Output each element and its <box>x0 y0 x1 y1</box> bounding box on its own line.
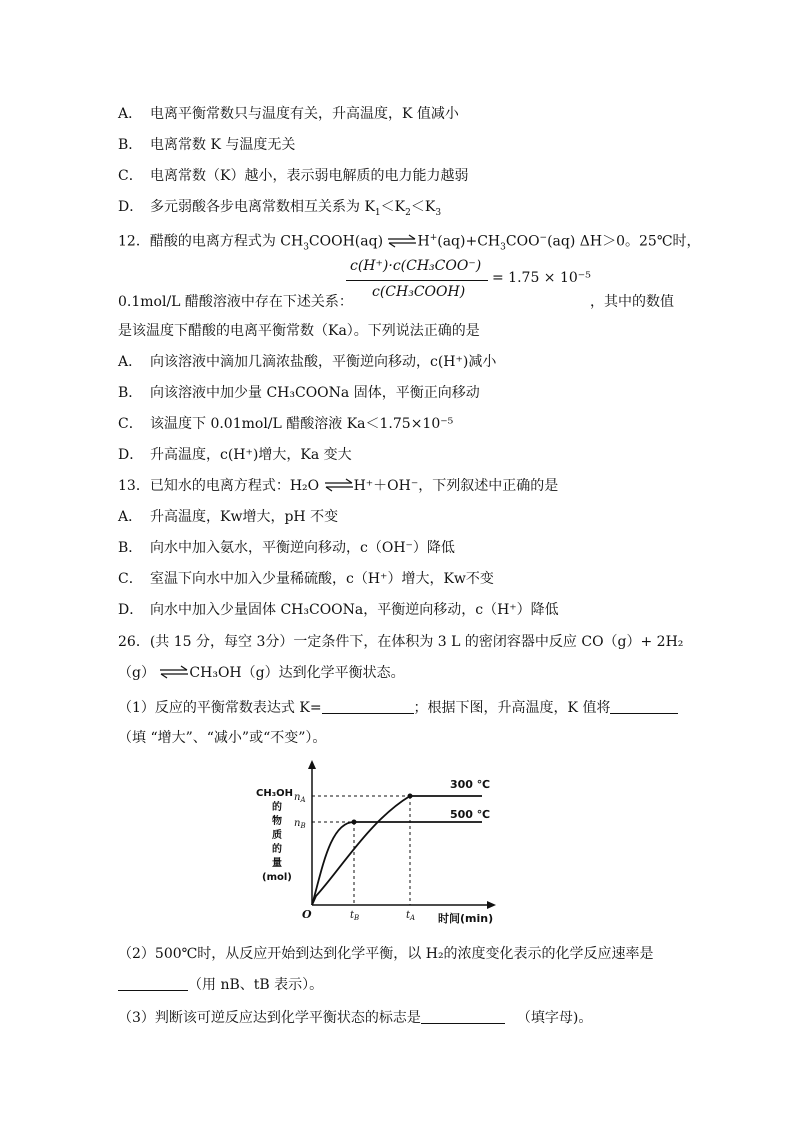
q11-option-a <box>118 104 459 124</box>
answer-blank[interactable] <box>322 699 414 714</box>
y-tick-nb: $n_B$ <box>294 818 306 830</box>
stem-text: （2）500℃时，从反应开始到达到化学平衡，以 H₂的浓度变化表示的化学反应速率是 <box>118 946 654 962</box>
stem-text: CH₃OH（g）达到化学平衡状态。 <box>189 665 405 681</box>
stem-text: H⁺＋OH⁻，下列叙述中正确的是 <box>353 478 559 494</box>
stem-text: 12．醋酸的电离方程式为 CH <box>118 233 304 250</box>
option-text: 电离常数 K 与温度无关 <box>150 137 296 153</box>
option-label: B． <box>118 137 143 153</box>
q13-option-c <box>118 569 494 589</box>
subscript: 3 <box>435 207 442 218</box>
point-na <box>408 794 413 799</box>
x-axis-arrow-icon <box>487 901 496 909</box>
q11-option-c <box>118 166 468 186</box>
q12-line2-right <box>590 292 674 312</box>
stem-text: (aq) ΔH＞0。25℃时， <box>547 233 701 250</box>
stem-text: COOH(aq) <box>308 233 384 250</box>
stem-text: H <box>417 233 430 250</box>
q26-part2-line2 <box>118 975 323 995</box>
stem-text: ，其中的数值 <box>590 294 674 310</box>
option-label: B． <box>118 540 143 556</box>
option-text: 向该溶液中加少量 CH₃COONa 固体，平衡正向移动 <box>150 385 480 401</box>
q26-part1-line1 <box>118 698 678 718</box>
answer-blank[interactable] <box>118 976 188 991</box>
q12-line3 <box>118 321 480 341</box>
equilibrium-arrow-icon <box>324 478 354 492</box>
subscript: 3 <box>500 242 506 253</box>
q26-part3 <box>118 1008 592 1028</box>
q26-part2-line1 <box>118 944 654 964</box>
q11-option-b <box>118 135 295 155</box>
stem-text: （填字母)。 <box>516 1010 593 1026</box>
q13-option-d <box>118 600 559 620</box>
x-tick-tb: $t_B$ <box>350 910 360 922</box>
svg-text:的: 的 <box>272 844 282 855</box>
svg-text:(mol): (mol) <box>262 872 292 883</box>
option-text: 升高温度，Kw增大，pH 不变 <box>150 509 339 525</box>
series-label-300: 300 ℃ <box>450 778 491 791</box>
option-label: D． <box>118 602 144 618</box>
q26-stem-line1 <box>118 632 683 652</box>
equilibrium-arrow-icon <box>159 665 189 679</box>
origin-label: O <box>302 908 312 921</box>
superscript: − <box>539 233 548 243</box>
stem-text: 是该温度下醋酸的电离平衡常数（Ka）。下列说法正确的是 <box>118 323 480 339</box>
option-label: A． <box>118 106 143 122</box>
option-label: A． <box>118 354 143 370</box>
q13-option-a <box>118 507 338 527</box>
y-tick-na: $n_A$ <box>294 792 306 804</box>
svg-text:量: 量 <box>272 858 282 869</box>
stem-text: （用 nB、tB 表示）。 <box>188 977 324 993</box>
stem-text: 26．(共 15 分，每空 3分）一定条件下，在体积为 3 L 的密闭容器中反应 CO（g）+ 2H₂ <box>118 634 684 650</box>
option-label: A． <box>118 509 143 525</box>
q12-option-d <box>118 445 352 465</box>
answer-blank[interactable] <box>421 1009 505 1024</box>
stem-text: （1）反应的平衡常数表达式 K= <box>118 700 322 716</box>
q12-stem <box>118 228 700 257</box>
y-axis-arrow-icon <box>308 760 316 769</box>
q12-option-b <box>118 383 480 403</box>
ka-formula <box>346 258 596 304</box>
superscript: + <box>429 233 438 243</box>
option-text: 向水中加入少量固体 CH₃COONa，平衡逆向移动，c（H⁺）降低 <box>150 602 559 618</box>
series-500c-curve <box>312 822 482 905</box>
q26-stem-line2 <box>118 663 405 683</box>
equilibrium-arrow-icon <box>387 234 417 248</box>
formula-denominator: c(CH₃COOH) <box>372 284 466 300</box>
subscript: 2 <box>405 207 411 218</box>
q11-option-d <box>118 197 441 223</box>
option-text: 向该溶液中滴加几滴浓盐酸，平衡逆向移动，c(H⁺)减小 <box>150 354 497 370</box>
fraction-bar <box>346 280 488 281</box>
q12-option-a <box>118 352 496 372</box>
option-text: 多元弱酸各步电离常数相互关系为 K <box>150 199 375 215</box>
option-text: 电离常数（K）越小，表示弱电解质的电力能力越弱 <box>150 168 469 184</box>
option-text: 室温下向水中加入少量稀硫酸，c（H⁺）增大，Kw不变 <box>150 571 494 587</box>
option-text: 该温度下 0.01mol/L 醋酸溶液 Ka＜1.75×10⁻⁵ <box>150 416 454 432</box>
point-nb <box>352 820 357 825</box>
option-label: D． <box>118 199 144 215</box>
q26-part1-line2 <box>118 728 326 748</box>
q12-line2-left <box>118 292 353 312</box>
q12-option-c <box>118 414 453 434</box>
y-axis-label <box>256 788 293 883</box>
option-text: 升高温度，c(H⁺)增大，Ka 变大 <box>150 447 352 463</box>
stem-text: ；根据下图，升高温度，K 值将 <box>413 700 611 716</box>
series-label-500: 500 ℃ <box>450 808 491 821</box>
subscript: 3 <box>303 242 309 253</box>
stem-text: 0.1mol/L 醋酸溶液中存在下述关系： <box>118 294 353 310</box>
option-text: ＜K <box>410 199 436 215</box>
svg-text:的: 的 <box>272 802 282 813</box>
option-text: 电离平衡常数只与温度有关，升高温度，K 值减小 <box>150 106 459 122</box>
option-label: C． <box>118 168 143 184</box>
stem-text: (aq)+CH <box>437 233 501 250</box>
option-label: D． <box>118 447 144 463</box>
formula-value: = 1.75 × 10⁻⁵ <box>492 270 591 286</box>
stem-text: （g） <box>118 665 155 681</box>
option-label: B． <box>118 385 143 401</box>
svg-text:物: 物 <box>272 816 282 827</box>
option-text: ＜K <box>380 199 406 215</box>
subscript: 1 <box>374 207 381 218</box>
stem-text: （3）判断该可逆反应达到化学平衡状态的标志是 <box>118 1010 421 1026</box>
ch3oh-amount-chart <box>250 760 520 925</box>
option-label: C． <box>118 571 143 587</box>
formula-numerator: c(H⁺)·c(CH₃COO⁻) <box>350 258 482 274</box>
stem-text: （填 “增大”、“减小”或“不变”）。 <box>118 730 327 746</box>
stem-text: COO <box>505 233 540 250</box>
x-tick-ta: $t_A$ <box>406 910 416 922</box>
option-text: 向水中加入氨水，平衡逆向移动，c（OH⁻）降低 <box>150 540 455 556</box>
svg-text:质: 质 <box>272 830 282 841</box>
option-label: C． <box>118 416 143 432</box>
svg-text:CH₃OH: CH₃OH <box>256 788 293 799</box>
q13-option-b <box>118 538 455 558</box>
answer-blank[interactable] <box>610 699 678 714</box>
stem-text: 13．已知水的电离方程式：H₂O <box>118 478 320 494</box>
q13-stem <box>118 476 558 496</box>
x-axis-label: 时间(min) <box>438 912 494 925</box>
